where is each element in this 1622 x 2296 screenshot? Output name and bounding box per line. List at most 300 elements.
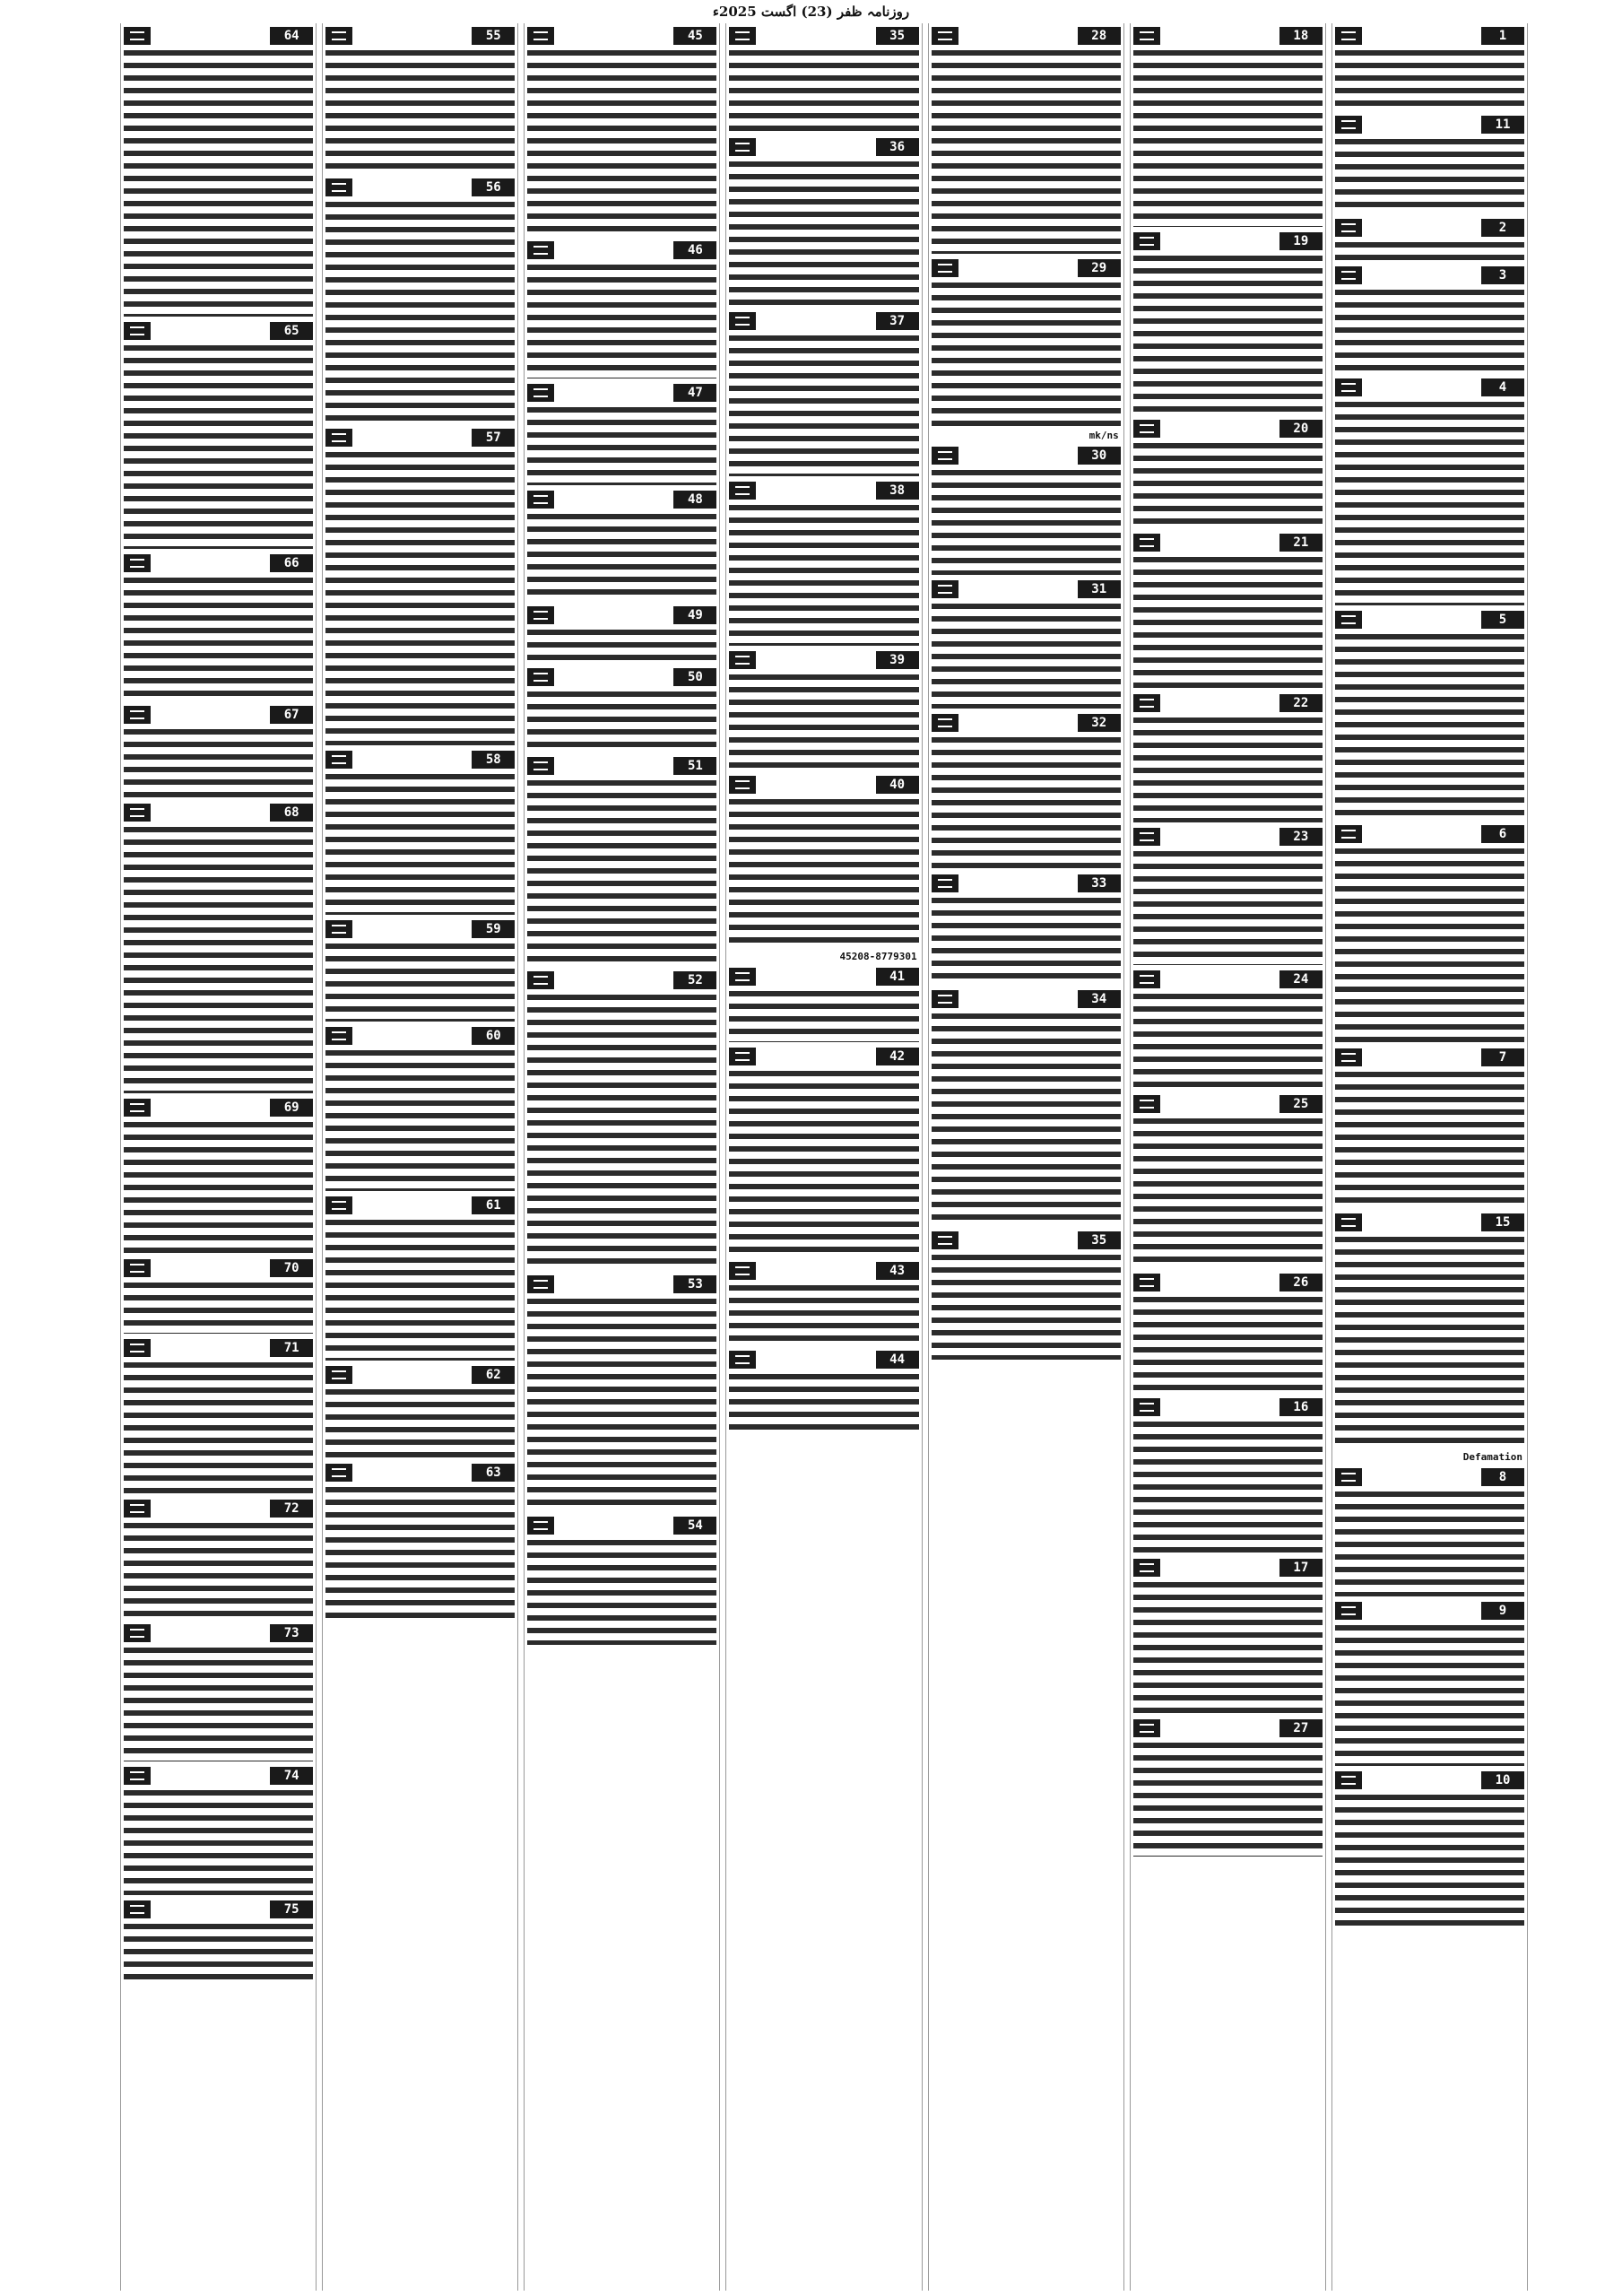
notice-text (325, 449, 515, 745)
news-column-7 (120, 23, 317, 2291)
notice-number: 58 (472, 751, 515, 769)
notice-number: 41 (876, 968, 919, 986)
notice-number: 44 (876, 1351, 919, 1369)
notice-text (527, 1296, 716, 1511)
notice-logo-icon (527, 971, 554, 989)
notice-number: 35 (1078, 1231, 1121, 1249)
classified-notice (527, 27, 716, 236)
notice-number: 71 (270, 1339, 313, 1357)
notice-text (1335, 631, 1524, 820)
notice-logo-icon (1133, 1398, 1160, 1416)
classified-notice (1133, 420, 1323, 528)
classified-notice (527, 606, 716, 663)
notice-number: 20 (1279, 420, 1323, 438)
classified-notice (325, 1027, 515, 1191)
notice-number: 54 (673, 1517, 716, 1535)
classified-notice (1335, 27, 1524, 110)
notice-text (124, 575, 313, 700)
notice-logo-icon (124, 1259, 151, 1277)
notice-logo-icon (1335, 27, 1362, 45)
notice-number: 39 (876, 651, 919, 669)
classified-notice (932, 259, 1121, 441)
classified-notice (325, 178, 515, 423)
classified-notice (1335, 378, 1524, 605)
classified-notice (325, 1464, 515, 1619)
notice-number: 74 (270, 1767, 313, 1785)
notice-text (729, 48, 918, 133)
notice-logo-icon (1335, 219, 1362, 237)
classified-notice (1133, 232, 1323, 414)
classified-notice (729, 1048, 918, 1257)
notice-text (1133, 991, 1323, 1090)
notice-number: 3 (1481, 266, 1524, 284)
notice-text (1133, 1579, 1323, 1714)
notice-logo-icon (124, 706, 151, 724)
classified-notice (1335, 1468, 1524, 1596)
notice-text (325, 199, 515, 423)
notice-text (527, 404, 716, 485)
notice-number: 10 (1481, 1771, 1524, 1789)
notice-number: 53 (673, 1275, 716, 1293)
classified-notice (729, 968, 918, 1042)
notice-logo-icon (527, 668, 554, 686)
notice-number: 28 (1078, 27, 1121, 45)
notice-number: 18 (1279, 27, 1323, 45)
notice-logo-icon (729, 776, 756, 794)
notice-logo-icon (1335, 266, 1362, 284)
notice-text (1335, 1489, 1524, 1596)
notice-number: 66 (270, 554, 313, 572)
notice-logo-icon (124, 27, 151, 45)
notice-text (932, 1252, 1121, 1360)
notice-logo-icon (325, 1027, 352, 1045)
notice-number: 40 (876, 776, 919, 794)
news-column-6 (322, 23, 518, 2291)
notice-logo-icon (729, 1262, 756, 1280)
notice-text (1133, 253, 1323, 414)
notice-text (729, 1283, 918, 1345)
classified-notice (124, 1767, 313, 1895)
notice-logo-icon (124, 322, 151, 340)
notice-text (729, 1371, 918, 1434)
classified-notice (124, 1259, 313, 1334)
notice-logo-icon (729, 1048, 756, 1065)
notice-number: 34 (1078, 990, 1121, 1008)
notice-number: 51 (673, 757, 716, 775)
inline-reference-code: Defamation (1462, 1451, 1522, 1463)
notice-logo-icon (1133, 534, 1160, 552)
notice-text (1335, 1622, 1524, 1766)
notice-text (932, 895, 1121, 985)
notice-text (124, 1119, 313, 1254)
notice-number: 26 (1279, 1274, 1323, 1292)
notice-logo-icon (729, 27, 756, 45)
notice-text (1133, 715, 1323, 822)
notice-logo-icon (1335, 611, 1362, 629)
notice-text (1335, 1234, 1524, 1449)
notice-number: 49 (673, 606, 716, 624)
notice-number: 60 (472, 1027, 515, 1045)
classified-notice (1335, 1771, 1524, 1926)
notice-logo-icon (124, 554, 151, 572)
notice-text (729, 988, 918, 1042)
notice-number: 38 (876, 482, 919, 500)
notice-logo-icon (124, 1339, 151, 1357)
classified-notice (1335, 611, 1524, 820)
classified-notice (932, 990, 1121, 1226)
notice-text (527, 689, 716, 752)
news-column-2 (1130, 23, 1326, 2291)
classified-notice (1335, 1213, 1524, 1463)
classified-notice (1133, 1274, 1323, 1393)
classified-notice (1335, 825, 1524, 1043)
classified-notice (932, 714, 1121, 869)
classified-notice (729, 776, 918, 962)
notice-number: 2 (1481, 219, 1524, 237)
notice-logo-icon (1133, 828, 1160, 846)
notice-logo-icon (325, 1366, 352, 1384)
notice-number: 8 (1481, 1468, 1524, 1486)
notice-text (325, 1387, 515, 1458)
notice-logo-icon (1335, 825, 1362, 843)
notice-number: 25 (1279, 1095, 1323, 1113)
classified-notice (729, 651, 918, 770)
classified-notice (527, 1275, 716, 1511)
notice-text (1335, 239, 1524, 261)
notice-number: 21 (1279, 534, 1323, 552)
notice-number: 73 (270, 1624, 313, 1642)
notice-number: 4 (1481, 378, 1524, 396)
notice-number: 19 (1279, 232, 1323, 250)
notice-number: 55 (472, 27, 515, 45)
notice-number: 15 (1481, 1213, 1524, 1231)
notice-logo-icon (124, 1500, 151, 1518)
notice-number: 61 (472, 1196, 515, 1214)
classified-notice (729, 138, 918, 307)
notice-logo-icon (1335, 1602, 1362, 1620)
notice-number: 47 (673, 384, 716, 402)
notice-logo-icon (325, 178, 352, 196)
notice-text (1335, 136, 1524, 213)
news-column-4 (725, 23, 922, 2291)
notice-text (1335, 846, 1524, 1043)
notice-text (527, 1537, 716, 1645)
notice-logo-icon (1335, 116, 1362, 134)
newspaper-columns (120, 23, 1528, 2291)
notice-text (124, 1360, 313, 1494)
notice-logo-icon (1133, 27, 1160, 45)
classified-notice (1133, 1559, 1323, 1714)
notice-text (1335, 1069, 1524, 1208)
notice-number: 56 (472, 178, 515, 196)
inline-reference-code: 45208-8779301 (839, 951, 917, 962)
classified-notice (124, 804, 313, 1093)
notice-number: 42 (876, 1048, 919, 1065)
notice-number: 52 (673, 971, 716, 989)
classified-notice (325, 751, 515, 915)
notice-number: 72 (270, 1500, 313, 1518)
notice-text (1133, 1740, 1323, 1857)
notice-text (932, 601, 1121, 709)
notice-logo-icon (932, 580, 958, 598)
notice-logo-icon (1133, 1719, 1160, 1737)
notice-logo-icon (932, 714, 958, 732)
classified-notice (124, 322, 313, 549)
notice-text (932, 1011, 1121, 1226)
notice-logo-icon (1133, 970, 1160, 988)
masthead-date: روزنامہ ظفر (23) اگست 2025ء (712, 4, 910, 20)
notice-text (124, 1520, 313, 1619)
classified-notice (1335, 1602, 1524, 1766)
notice-logo-icon (1133, 1559, 1160, 1577)
notice-logo-icon (325, 429, 352, 447)
classified-notice (932, 447, 1121, 575)
notice-logo-icon (729, 138, 756, 156)
classified-notice (1133, 1398, 1323, 1553)
classified-notice (932, 27, 1121, 254)
classified-notice (527, 241, 716, 378)
classified-notice (1133, 27, 1323, 227)
notice-text (325, 1048, 515, 1191)
notice-text (1133, 1419, 1323, 1553)
notice-text (124, 1787, 313, 1895)
notice-logo-icon (527, 1275, 554, 1293)
classified-notice (325, 27, 515, 173)
classified-notice (1335, 1048, 1524, 1208)
notice-logo-icon (1133, 420, 1160, 438)
notice-text (729, 333, 918, 476)
notice-text (1335, 399, 1524, 605)
notice-text (124, 1921, 313, 1984)
notice-text (124, 1645, 313, 1761)
classified-notice (325, 920, 515, 1022)
notice-text (1335, 1792, 1524, 1926)
notice-text (325, 48, 515, 173)
notice-text (932, 735, 1121, 869)
notice-logo-icon (1335, 1771, 1362, 1789)
notice-number: 6 (1481, 825, 1524, 843)
classified-notice (1133, 970, 1323, 1090)
notice-logo-icon (124, 1767, 151, 1785)
classified-notice (932, 580, 1121, 709)
notice-text (124, 726, 313, 798)
notice-number: 35 (876, 27, 919, 45)
notice-logo-icon (527, 491, 554, 509)
classified-notice (1133, 694, 1323, 822)
classified-notice (1133, 534, 1323, 689)
notice-logo-icon (932, 259, 958, 277)
notice-logo-icon (1335, 1213, 1362, 1231)
notice-number: 62 (472, 1366, 515, 1384)
notice-text (124, 1280, 313, 1334)
notice-logo-icon (124, 1624, 151, 1642)
classified-notice (1133, 1719, 1323, 1857)
classified-notice (325, 1366, 515, 1458)
notice-logo-icon (932, 1231, 958, 1249)
classified-notice (527, 491, 716, 601)
notice-number: 31 (1078, 580, 1121, 598)
notice-number: 70 (270, 1259, 313, 1277)
notice-text (1133, 1116, 1323, 1268)
classified-notice (325, 1196, 515, 1361)
notice-text (124, 824, 313, 1093)
classified-notice (932, 1231, 1121, 1360)
notice-logo-icon (729, 482, 756, 500)
news-column-3 (928, 23, 1124, 2291)
notice-number: 59 (472, 920, 515, 938)
notice-logo-icon (1133, 1095, 1160, 1113)
classified-notice (124, 1900, 313, 1984)
classified-notice (527, 1517, 716, 1645)
classified-notice (729, 312, 918, 476)
notice-logo-icon (124, 804, 151, 822)
notice-logo-icon (325, 751, 352, 769)
notice-logo-icon (527, 757, 554, 775)
classified-notice (932, 874, 1121, 985)
notice-logo-icon (1335, 1048, 1362, 1066)
classified-notice (729, 1262, 918, 1345)
notice-number: 67 (270, 706, 313, 724)
notice-text (527, 778, 716, 966)
notice-text (729, 159, 918, 307)
notice-number: 37 (876, 312, 919, 330)
classified-notice (527, 971, 716, 1270)
notice-number: 32 (1078, 714, 1121, 732)
notice-number: 64 (270, 27, 313, 45)
notice-logo-icon (527, 241, 554, 259)
notice-number: 30 (1078, 447, 1121, 465)
news-column-5 (524, 23, 720, 2291)
notice-number: 29 (1078, 259, 1121, 277)
notice-number: 7 (1481, 1048, 1524, 1066)
notice-text (729, 672, 918, 770)
notice-number: 45 (673, 27, 716, 45)
notice-logo-icon (124, 1900, 151, 1918)
notice-logo-icon (325, 1196, 352, 1214)
classified-notice (124, 1099, 313, 1254)
classified-notice (527, 668, 716, 752)
notice-text (932, 48, 1121, 254)
notice-text (325, 771, 515, 915)
notice-number: 63 (472, 1464, 515, 1482)
classified-notice (1133, 1095, 1323, 1268)
notice-number: 16 (1279, 1398, 1323, 1416)
notice-number: 65 (270, 322, 313, 340)
classified-notice (1335, 116, 1524, 213)
notice-logo-icon (527, 1517, 554, 1535)
notice-logo-icon (325, 1464, 352, 1482)
notice-number: 17 (1279, 1559, 1323, 1577)
notice-number: 69 (270, 1099, 313, 1117)
notice-logo-icon (325, 27, 352, 45)
notice-text (1133, 48, 1323, 227)
notice-text (1133, 440, 1323, 528)
notice-logo-icon (932, 874, 958, 892)
notice-number: 33 (1078, 874, 1121, 892)
notice-logo-icon (1335, 1468, 1362, 1486)
notice-number: 1 (1481, 27, 1524, 45)
notice-number: 23 (1279, 828, 1323, 846)
classified-notice (527, 384, 716, 485)
notice-number: 24 (1279, 970, 1323, 988)
notice-logo-icon (1335, 378, 1362, 396)
classified-notice (124, 1500, 313, 1619)
notice-text (527, 48, 716, 236)
notice-logo-icon (729, 312, 756, 330)
classified-notice (124, 554, 313, 700)
notice-text (1335, 287, 1524, 373)
notice-logo-icon (325, 920, 352, 938)
classified-notice (1133, 828, 1323, 965)
notice-logo-icon (1133, 232, 1160, 250)
notice-text (729, 502, 918, 646)
notice-logo-icon (932, 447, 958, 465)
notice-text (729, 1068, 918, 1257)
news-column-1 (1331, 23, 1528, 2291)
notice-text (1133, 1294, 1323, 1393)
notice-text (124, 343, 313, 549)
notice-number: 50 (673, 668, 716, 686)
classified-notice (1335, 219, 1524, 261)
notice-logo-icon (729, 1351, 756, 1369)
notice-text (729, 796, 918, 949)
notice-logo-icon (1133, 694, 1160, 712)
classified-notice (124, 1624, 313, 1761)
notice-text (325, 1484, 515, 1619)
notice-logo-icon (932, 990, 958, 1008)
notice-number: 11 (1481, 116, 1524, 134)
notice-logo-icon (729, 968, 756, 986)
notice-text (527, 627, 716, 663)
notice-text (1133, 848, 1323, 965)
classified-notice (1335, 266, 1524, 373)
notice-logo-icon (1133, 1274, 1160, 1292)
notice-number: 22 (1279, 694, 1323, 712)
notice-text (932, 280, 1121, 428)
notice-text (124, 48, 313, 317)
notice-logo-icon (729, 651, 756, 669)
notice-text (527, 992, 716, 1270)
notice-text (932, 467, 1121, 575)
notice-number: 27 (1279, 1719, 1323, 1737)
classified-notice (729, 482, 918, 646)
notice-text (325, 1217, 515, 1361)
classified-notice (124, 1339, 313, 1494)
notice-logo-icon (527, 606, 554, 624)
notice-text (527, 262, 716, 378)
inline-reference-code: mk/ns (1089, 430, 1119, 441)
notice-number: 48 (673, 491, 716, 509)
notice-logo-icon (527, 27, 554, 45)
notice-number: 43 (876, 1262, 919, 1280)
notice-text (527, 511, 716, 601)
classified-notice (124, 706, 313, 798)
classified-notice (124, 27, 313, 317)
classified-notice (729, 27, 918, 133)
notice-logo-icon (932, 27, 958, 45)
notice-number: 68 (270, 804, 313, 822)
notice-text (325, 941, 515, 1022)
notice-number: 9 (1481, 1602, 1524, 1620)
notice-number: 36 (876, 138, 919, 156)
notice-number: 46 (673, 241, 716, 259)
classified-notice (325, 429, 515, 745)
notice-logo-icon (527, 384, 554, 402)
notice-number: 5 (1481, 611, 1524, 629)
notice-text (1335, 48, 1524, 110)
notice-number: 75 (270, 1900, 313, 1918)
classified-notice (527, 757, 716, 966)
